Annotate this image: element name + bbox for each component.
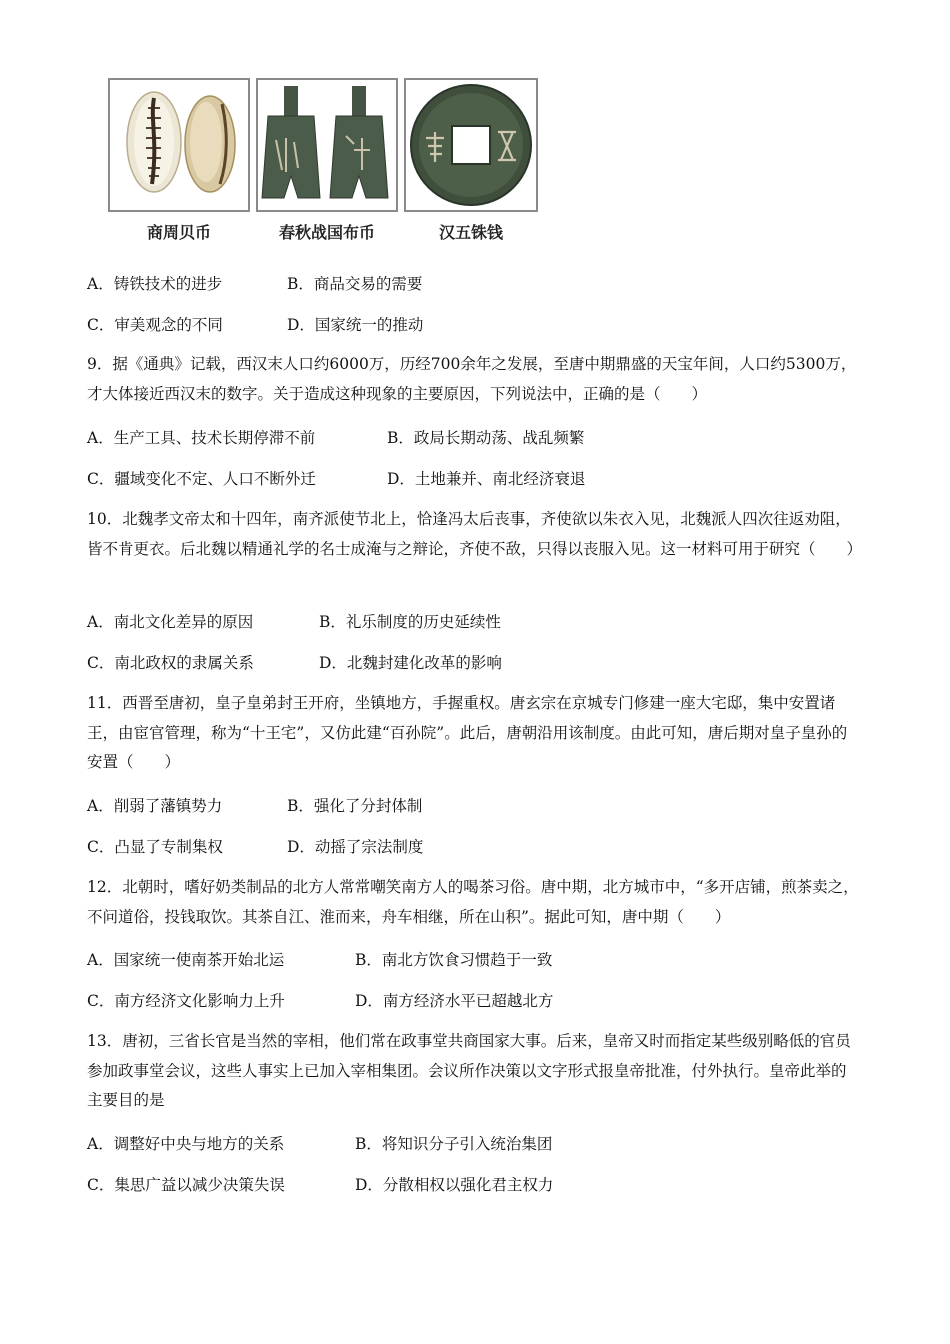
q13-option-a[interactable]: A．调整好中央与地方的关系 — [87, 1135, 285, 1153]
q10-option-a[interactable]: A．南北文化差异的原因 — [87, 613, 254, 631]
q9-option-d[interactable]: D．土地兼并、南北经济衰退 — [387, 470, 586, 488]
q12-option-d[interactable]: D．南方经济水平已超越北方 — [355, 992, 554, 1010]
coin-figure — [108, 78, 538, 248]
q11-stem: 11．西晋至唐初，皇子皇弟封王开府，坐镇地方，手握重权。唐玄宗在京城专门修建一座大宅邸，集中安置诸王，由宦官管理，称为“十王宅”，又仿此建“百孙院”。此后，唐朝沿用该制度。由此可知，唐后期对皇子皇孙的安置（ ） — [87, 694, 848, 771]
cowrie-shell-icon — [110, 80, 248, 210]
q13-option-c[interactable]: C．集思广益以减少决策失误 — [87, 1176, 285, 1194]
q9-option-a[interactable]: A．生产工具、技术长期停滞不前 — [87, 429, 316, 447]
q8-option-a[interactable]: A．铸铁技术的进步 — [87, 275, 223, 293]
spade-coin-image — [256, 78, 398, 212]
q8-option-b[interactable]: B．商品交易的需要 — [287, 275, 423, 293]
caption-wuzhu-coin: 汉五铢钱 — [438, 223, 503, 242]
q11-option-b[interactable]: B．强化了分封体制 — [287, 797, 423, 815]
q8-option-d[interactable]: D．国家统一的推动 — [287, 316, 424, 334]
q9-option-b[interactable]: B．政局长期动荡、战乱频繁 — [387, 429, 585, 447]
q9-option-c[interactable]: C．疆域变化不定、人口不断外迁 — [87, 470, 316, 488]
caption-spade-coin: 春秋战国布币 — [278, 223, 375, 242]
q12-stem: 12．北朝时，嗜好奶类制品的北方人常常嘲笑南方人的喝茶习俗。唐中期，北方城市中，“多开店铺，煎茶卖之，不问道俗，投钱取饮。其茶自江、淮而来，舟车相继，所在山积”。据此可知，唐中期（ ） — [87, 878, 859, 926]
q13-option-d[interactable]: D．分散相权以强化君主权力 — [355, 1176, 554, 1194]
q10-option-c[interactable]: C．南北政权的隶属关系 — [87, 654, 254, 672]
q8-option-c[interactable]: C．审美观念的不同 — [87, 316, 223, 334]
wuzhu-coin-image — [404, 78, 538, 212]
caption-cowrie: 商周贝币 — [146, 223, 211, 242]
q10-option-d[interactable]: D．北魏封建化改革的影响 — [319, 654, 502, 672]
wuzhu-coin-icon — [406, 80, 536, 210]
q12-option-c[interactable]: C．南方经济文化影响力上升 — [87, 992, 285, 1010]
q10-option-b[interactable]: B．礼乐制度的历史延续性 — [319, 613, 501, 631]
q11-option-c[interactable]: C．凸显了专制集权 — [87, 838, 223, 856]
spade-coin-icon — [258, 80, 396, 210]
q13-option-b[interactable]: B．将知识分子引入统治集团 — [355, 1135, 553, 1153]
q10-stem: 10．北魏孝文帝太和十四年，南齐派使节北上，恰逢冯太后丧事，齐使欲以朱衣入见，北魏派人四次往返劝阻，皆不肯更衣。后北魏以精通礼学的名士成淹与之辩论，齐使不敌，只得以丧服入见。这一材料可用于研究（ ） — [87, 510, 863, 558]
q13-stem: 13．唐初，三省长官是当然的宰相，他们常在政事堂共商国家大事。后来，皇帝又时而指定某些级别略低的官员参加政事堂会议，这些人事实上已加入宰相集团。会议所作决策以文字形式报皇帝批准，付外执行。皇帝此举的主要目的是 — [87, 1032, 851, 1109]
q12-option-b[interactable]: B．南北方饮食习惯趋于一致 — [355, 951, 553, 969]
q11-option-d[interactable]: D．动摇了宗法制度 — [287, 838, 424, 856]
q12-option-a[interactable]: A．国家统一使南茶开始北运 — [87, 951, 285, 969]
q11-option-a[interactable]: A．削弱了藩镇势力 — [87, 797, 223, 815]
q9-stem: 9．据《通典》记载，西汉末人口约6000万，历经700余年之发展，至唐中期鼎盛的天宝年间，人口约5300万，才大体接近西汉末的数字。关于造成这种现象的主要原因，下列说法中，正确的是（ ） — [87, 355, 857, 403]
cowrie-shell-image — [108, 78, 250, 212]
